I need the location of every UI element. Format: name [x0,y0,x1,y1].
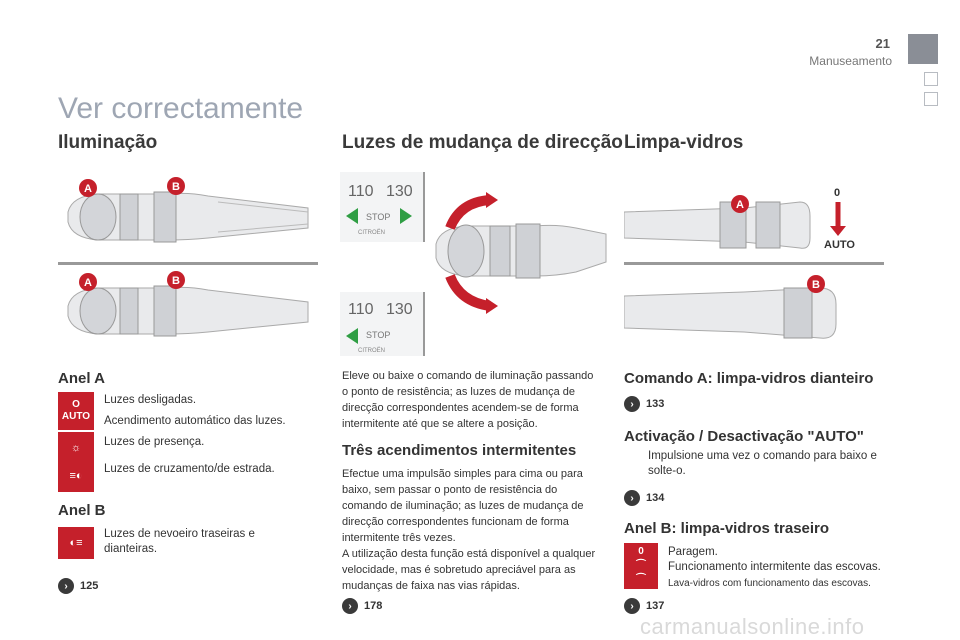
triple-flash-paragraph: Efectue uma impulsão simples para cima ou para baixo, sem passar o ponto de resistência do comando de iluminação; as luzes de mudança de direcção correspondentes funcionam de forma intermitente três vezes. [342,468,584,544]
indicators-heading: Luzes de mudança de direcção [342,132,623,153]
divider [58,262,318,265]
chevron-right-icon: › [624,396,640,412]
svg-text:B: B [172,181,180,193]
auto-activation-item: Impulsione uma vez o comando para baixo e solte-o. [648,450,877,477]
ring-b-item: Funcionamento intermitente das escovas. [668,561,881,573]
wipers-heading: Limpa-vidros [624,132,744,153]
svg-text:A: A [84,277,92,289]
fog-lights-icon: ◐≡ [58,527,94,559]
ring-a-heading: Anel A [58,370,105,387]
svg-text:A: A [736,199,744,211]
label-b-badge [807,275,825,293]
chevron-right-icon: › [624,598,640,614]
svg-text:130: 130 [386,301,413,318]
ring-b-item: Paragem. [668,546,718,558]
auto-activation-heading: Activação / Desactivação "AUTO" [624,428,864,445]
svg-text:CITROËN: CITROËN [358,230,385,236]
dashboard-gauge-top [340,172,424,242]
lighting-stalk-illustration-bottom [58,270,318,350]
page-title: Ver correctamente [58,92,304,125]
off-symbol: O [72,399,80,410]
wiper-stalk-illustration-top [624,182,886,262]
ring-b-rear-wiper-heading: Anel B: limpa-vidros traseiro [624,520,830,537]
svg-text:CITROËN: CITROËN [358,348,385,354]
svg-text:110: 110 [348,301,374,318]
svg-text:B: B [172,275,180,287]
page-reference[interactable]: › 178 [342,598,382,614]
svg-text:0: 0 [834,187,841,199]
auto-lights-icon [58,392,94,430]
headlights-icon: ≡◐ [58,460,94,492]
svg-text:110: 110 [348,183,374,200]
chevron-right-icon: › [624,490,640,506]
ring-a-item: Luzes de presença. [104,436,205,448]
svg-text:B: B [812,279,820,291]
chapter-tab-outline [924,92,938,106]
svg-text:STOP: STOP [366,330,391,340]
wiper-stalk-illustration-bottom [624,270,886,350]
watermark: carmanualsonline.info [640,614,865,639]
svg-text:AUTO: AUTO [824,239,855,251]
chapter-tab [908,34,938,64]
washer-symbol: ⌒ [636,574,646,585]
svg-text:A: A [84,183,92,195]
dashboard-gauge-bottom [340,292,424,356]
label-b-badge [167,177,185,195]
sidelights-icon: ☼ [58,432,94,464]
label-a-badge [79,179,97,197]
page-reference[interactable]: › 133 [624,396,664,412]
section-name: Manuseamento [809,54,892,68]
ring-b-item: Lava-vidros com funcionamento das escovas. [668,578,871,589]
command-a-heading: Comando A: limpa-vidros dianteiro [624,370,874,387]
label-a-badge [79,273,97,291]
label-b-badge [167,271,185,289]
page-reference[interactable]: › 125 [58,578,98,594]
lighting-heading: Iluminação [58,132,158,153]
page-reference[interactable]: › 134 [624,490,664,506]
indicators-paragraph: Eleve ou baixe o comando de iluminação passando o ponto de resistência; as luzes de mudança de direcção correspondentes acendem-se de forma intermitente até que se altere a posição. [342,370,594,430]
indicator-stalk-illustration [340,172,608,362]
rear-wiper-icon [624,543,658,589]
ring-a-item: Luzes desligadas. [104,394,197,406]
chapter-tab-outline [924,72,938,86]
off-symbol: 0 [638,546,644,557]
ring-a-item: Acendimento automático das luzes. [104,415,286,427]
divider [624,262,884,265]
page-reference[interactable]: › 137 [624,598,664,614]
triple-flash-paragraph-2: A utilização desta função está disponível a qualquer velocidade, mas é sobretudo apreciável para as mudanças de faixa nas vias rápidas. [342,548,596,592]
ring-a-item: Luzes de cruzamento/de estrada. [104,463,275,475]
label-a-badge [731,195,749,213]
wiper-intermittent-symbol: ⌒ [636,560,646,571]
lighting-stalk-illustration-top [58,172,318,262]
svg-text:130: 130 [386,183,413,200]
chevron-right-icon: › [342,598,358,614]
auto-symbol: AUTO [61,411,91,422]
chevron-right-icon: › [58,578,74,594]
ring-b-item: Luzes de nevoeiro traseiras e dianteiras. [104,528,255,555]
triple-flash-heading: Três acendimentos intermitentes [342,442,577,459]
page-number: 21 [875,36,890,51]
ring-b-heading: Anel B [58,502,106,519]
svg-text:STOP: STOP [366,212,391,222]
